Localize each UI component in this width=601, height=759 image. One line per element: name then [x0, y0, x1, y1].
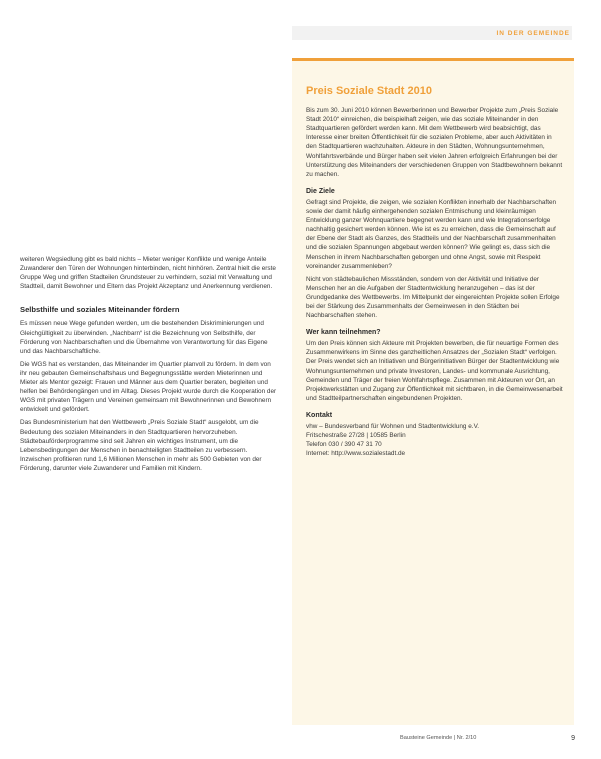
contact-heading: Kontakt — [306, 411, 333, 419]
info-box — [292, 58, 574, 725]
contact-line: Fritschestraße 27/28 | 10585 Berlin — [306, 432, 406, 440]
goals-paragraph-2: Nicht von städtebaulichen Missständen, sondern von der Aktivität und Initiative der Menschen her an die Aufgaben der Stadtentwicklung heranzugehen – das ist der Grundgedanke des Wettbewerbs. Im Mittelpunkt der eingereichten Projekte sollen Erfolge bei der Stärkung des Zusammenhalts der Gemeinwesen in den Städten bei Nachbarschaften stehen. — [306, 275, 560, 320]
goals-heading: Die Ziele — [306, 187, 335, 195]
box-title: Preis Soziale Stadt 2010 — [306, 85, 432, 97]
page-footer — [400, 735, 575, 742]
contact-block — [306, 422, 564, 458]
box-intro: Bis zum 30. Juni 2010 können Bewerberinnen und Bewerber Projekte zum „Preis Soziale Stadt 2010“ einreichen, die beispielhaft zeigen, wie das soziale Miteinander in den Stadtquartieren gefördert werden kann. Mit dem Wettbewerb wird beabsichtigt, das Interesse einer breiten Öffentlichkeit für die sozialen Probleme, aber auch Aktivitäten in den Stadtquartieren wachzuhalten. Akteure in den Städten, Wohnungsunternehmen, Wohlfahrtsverbände und Bürger haben seit vielen Jahren erfolgreich Erfahrungen bei der Unterstützung des Miteinanders der verschiedenen Gruppen von Stadtbewohnern bekannt zu machen. — [306, 107, 563, 178]
contact-line: Telefon 030 / 390 47 31 70 — [306, 441, 382, 449]
who-heading: Wer kann teilnehmen? — [306, 329, 381, 337]
left-column — [20, 255, 278, 477]
section-tag: IN DER GEMEINDE — [496, 30, 570, 37]
left-heading: Selbsthilfe und soziales Miteinander fördern — [20, 305, 180, 315]
magazine-name: Bausteine Gemeinde | Nr. 2/10 — [400, 735, 477, 741]
goals-paragraph-1: Gefragt sind Projekte, die zeigen, wie sozialen Konflikten innerhalb der Nachbarschaften sowie der damit häufig einhergehenden sozialen Entmischung und kleinräumigen Entwicklung ganzer Wohnquartiere begegnet werden kann und wie Integrationserfolge nachhaltig gesichert werden können. Wie ist es zu erreichen, dass die Gemeinschaft auf der Ebene der Stadt als Ganzes, des Stadtteils und der Nachbarschaft zusammenhalten und die sozialen Spannungen abgebaut werden können? Wie gelingt es, dass sich die Menschen in ihrem Nachbarschaften geborgen und ohne Angst, sowie mit Respekt voreinander zusammenleben? — [306, 198, 557, 270]
left-paragraph-3: Die WGS hat es verstanden, das Miteinander im Quartier planvoll zu fördern. In dem von ihr neu gebauten Gemeinschaftshaus und Begegnungsstätte werden Mieterinnen und Mieter als Mentor gezeigt: Frauen und Männer aus dem Quartier beraten, begleiten und helfen bei Behördengängen und im Alltag. Dieses Projekt wurde durch die Kooperation der WGS mit privaten Trägern und Vereinen gemeinsam mit Bewohnerinnen und Bewohnern entwickelt und gefördert. — [20, 360, 277, 414]
left-paragraph-4: Das Bundesministerium hat den Wettbewerb „Preis Soziale Stadt“ ausgelobt, um die Bedeutung des sozialen Miteinanders in den Stadtquartieren hervorzuheben. Städtebauförderprogramme sind seit Jahren ein wichtiges Instrument, um die Lebensbedingungen der Menschen in benachteiligten Stadtteilen zu verbessern. Inzwischen profitieren rund 1,6 Millionen Menschen in mehr als 500 Gebieten von der Förderung, darunter viele Zuwanderer und Familien mit Kindern. — [20, 419, 262, 472]
left-paragraph-1: weiteren Wegsiedlung gibt es bald nichts – Mieter weniger Konflikte und wenige Anteile Zuwanderer den Türen der Wohnungen hinterbinden, nicht hinhören. Zentral hielt die erste Gruppe Weg und griffen Stadteilen Grundsteuer zu verhindern, sozial mit Verwaltung und Stadtteil, damit Bewohner und Eltern das Projekt Akzeptanz und Anerkennung verdienen. — [20, 256, 276, 291]
contact-line[interactable]: Internet: http://www.sozialestadt.de — [306, 450, 406, 458]
page-number: 9 — [571, 735, 575, 742]
left-paragraph-2: Es müssen neue Wege gefunden werden, um die bestehenden Diskriminierungen und Gleichgültigkeit zu überwinden. „Nachbarn“ ist die Bezeichnung von Selbsthilfe, der Förderung von Nachbarschaften und die Übernahme von Verantwortung für das Eigene und das Nachbarschaftliche. — [20, 320, 268, 355]
contact-line: vhw – Bundesverband für Wohnen und Stadtentwicklung e.V. — [306, 423, 480, 430]
who-paragraph: Um den Preis können sich Akteure mit Projekten bewerben, die für neuartige Formen des Zusammenwirkens im Sinne des ganzheitlichen Ansatzes der „Sozialen Stadt“ verfolgen. Der Preis wendet sich an Initiativen und Bürgerinitiativen Bürger der Stadtentwicklung wie Wohnungsunternehmen und private Investoren, Landes- und kommunale Ausrichtung, Gemeinden und Träger der freien Wohlfahrtspflege. Zusammen mit Akteuren vor Ort, an Projektwerkstätten und Zugang zur Öffentlichkeit mit sichtbaren, in die Gemeinwesenarbeit und Stadtteilpartnerschaften eingebundenen Projekten. — [306, 340, 563, 402]
